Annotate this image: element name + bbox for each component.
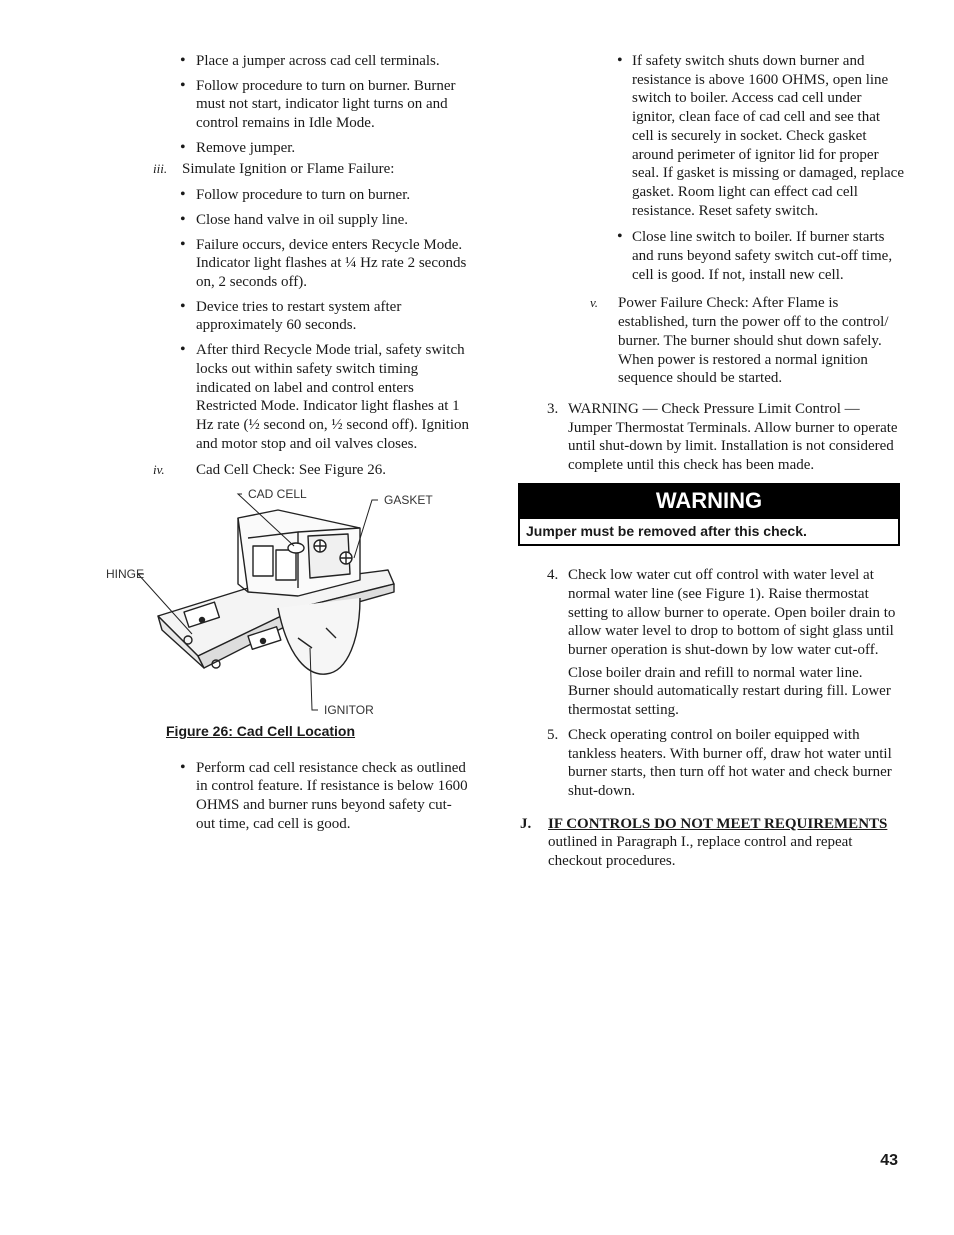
- bullet-icon: •: [180, 297, 186, 315]
- step-v: v. Power Failure Check: After Flame is established, turn the power off to the control/ burner. The burner should shut down safely. When power is restored a normal ignition sequence should be started.: [590, 295, 889, 387]
- warning-body: Jumper must be removed after this check.: [526, 523, 807, 540]
- cad-cell-diagram: [98, 487, 433, 720]
- warning-title: WARNING: [520, 485, 898, 520]
- hinge-label: HINGE: [106, 567, 145, 582]
- bullet-icon: •: [180, 76, 186, 94]
- step-iii: iii. Simulate Ignition or Flame Failure:: [153, 160, 395, 177]
- list-item: • Follow procedure to turn on burner.: [180, 186, 411, 204]
- step-4-note: Close boiler drain and refill to normal water line. Burner should automatically restart during fill. Lower thermostat setting.: [568, 664, 891, 719]
- bullet-icon: •: [617, 228, 623, 246]
- gasket-label: GASKET: [384, 493, 433, 508]
- warning-box: [518, 483, 900, 546]
- bullet-icon: •: [180, 52, 186, 69]
- list-item: • Device tries to restart system after approximately 60 seconds.: [180, 297, 402, 334]
- cad-cell-figure: [98, 487, 433, 720]
- bullet-icon: •: [180, 235, 186, 253]
- figure-caption: Figure 26: Cad Cell Location: [166, 723, 356, 740]
- step-3: 3. WARNING — Check Pressure Limit Control — Jumper Thermostat Terminals. Allow burner to operate until shut-down by limit. Installation is not considered complete until this check has been made.: [547, 400, 898, 474]
- step-4: 4. Check low water cut off control with water level at normal water line (see Figure 1). Raise thermostat setting to allow burner to operate. Open boiler drain to allow water level to drop to bottom of sight glass until burner operation is shut-down by low water cut-off. Close boiler drain and refill to normal water line. Burner should automatically restart during fill. Lower thermostat setting.: [520, 566, 904, 720]
- bullet-icon: •: [180, 138, 186, 156]
- step-j: J. IF CONTROLS DO NOT MEET REQUIREMENTS outlined in Paragraph I., replace control and repeat checkout procedures.: [520, 815, 888, 870]
- list-item: • Failure occurs, device enters Recycle Mode. Indicator light flashes at ¼ Hz rate 2 seconds on, 2 seconds off).: [180, 235, 467, 291]
- bullet-icon: •: [180, 341, 186, 359]
- step-iv: iv. Cad Cell Check: See Figure 26.: [153, 462, 386, 479]
- list-item: • Close hand valve in oil supply line.: [180, 210, 409, 228]
- list-item: • Perform cad cell resistance check as outlined in control feature. If resistance is below 1600 OHMS and burner runs beyond safety cut-out time, cad cell is good.: [180, 758, 468, 832]
- cad-cell-label: CAD CELL: [248, 487, 307, 502]
- page-number: 43: [880, 1152, 898, 1169]
- list-item: • Follow procedure to turn on burner. Burner must not start, indicator light turns on and control remains in Idle Mode.: [180, 76, 456, 132]
- list-item: • After third Recycle Mode trial, safety switch locks out within safety switch timing indicated on label and control enters Restricted Mode. Indicator light flashes at 1 Hz rate (½ second on, ½ second off). Ignition and motor stop and oil valves closes.: [180, 341, 469, 452]
- left-column: [106, 52, 470, 840]
- step-5: 5. Check operating control on boiler equipped with tankless heaters. With burner off, draw hot water until burner starts, then turn off hot water and check burner shut-down.: [547, 726, 892, 799]
- list-item: • Place a jumper across cad cell terminals.: [180, 52, 440, 69]
- ignitor-label: IGNITOR: [324, 703, 374, 718]
- list-item: • Remove jumper.: [180, 138, 296, 156]
- step-j-heading: IF CONTROLS DO NOT MEET REQUIREMENTS: [548, 815, 888, 832]
- bullet-icon: •: [617, 52, 623, 69]
- bullet-icon: •: [180, 210, 186, 228]
- bullet-icon: •: [180, 186, 186, 204]
- list-item: • Close line switch to boiler. If burner starts and runs beyond safety switch cut-off time, cell is good. If not, install new cell.: [617, 228, 893, 283]
- right-column: [520, 52, 904, 871]
- bullet-icon: •: [180, 758, 186, 776]
- list-item: • If safety switch shuts down burner and resistance is above 1600 OHMS, open line switch to boiler. Access cad cell under ignitor, clean face of cad cell and see that cell is securely in socket. Check gasket around perimeter of ignitor lid for proper seal. If gasket is missing or damaged, replace gasket. Room light can effect cad cell resistance. Reset safety switch.: [617, 52, 904, 219]
